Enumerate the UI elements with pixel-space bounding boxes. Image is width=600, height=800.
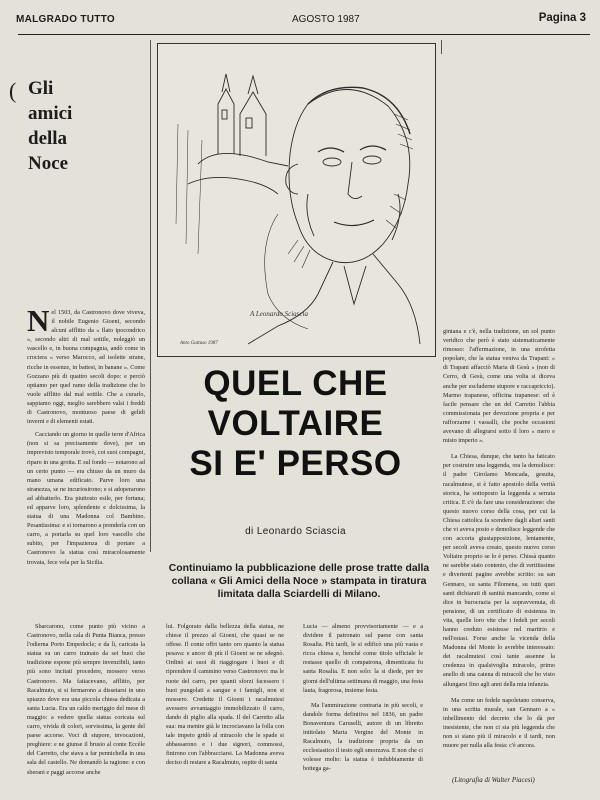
- left-column: [27, 303, 145, 566]
- byline: di Leonardo Sciascia: [245, 526, 346, 537]
- article-intro: Continuiamo la pubblicazione delle prose tratte dalla collana « Gli Amici della Noce » stampata in tiratura limitata dalla Sciardelli di Milano.: [168, 563, 430, 600]
- illustration-credit: (Litografia di Walter Piacesi): [452, 776, 535, 784]
- dedication-text: A Leonardo Sciascia: [250, 310, 308, 318]
- article-title: [157, 364, 434, 484]
- publication-name: MALGRADO TUTTO: [16, 14, 116, 25]
- paragraph: Ma l'ammirazione contraria in più secoli, e dandole forma definitiva nel 1836, un padre Bonaventura Caruselli, autore di un libretto intitolato Maria Vergine del Monte in Racalmuto, la tradizione propria da un ecclesiastico il testo egli smorzava. E non che ci volesse molto: la statua è indubbiamente di bottega ga-: [303, 701, 423, 773]
- bottom-column-1: [27, 622, 145, 798]
- column-divider-left: [150, 40, 151, 552]
- artist-signature: Anto Guttuso 1987: [180, 341, 218, 346]
- portrait-drawing: [158, 44, 435, 356]
- paragraph: giniana e c'è, nella tradizione, un sol punto veridico che però è stato sistematicamente rimosso: l'affermazione, in una strofetta popolare, che la statua veniva da Trapani: « di Trapani affacciò Maria di Gesù » (non di Cerro, di Gesù, come una volta si diceva anche per escluderne stupore e raccapriccio). Marmo trapanese, officina trapanese: ed è facile pensare che un del Carretto l'abbia commissionata per devozione propria e per rafforzarne i vassalli, che poche occasioni avevano di allegrarsi sotto il loro « mero e misto imperio ».: [443, 328, 555, 445]
- portrait-lithograph: [157, 43, 436, 357]
- drop-cap: N: [27, 303, 50, 338]
- column-mark: (: [9, 78, 17, 103]
- paragraph: lui. Folgorato dalla bellezza della statua, ne chiese il prezzo al Gioeni, che quasi se ne offese. Il conte offri tanto oro quanto la statua pesava: e ancor di più il Gioeni se ne sdegnò. Ordinò ai suoi di riaggiogare i buoi e di riprendere il cammino verso Castronovo: ma le ruote del carro, per quanti sforzi facessero i buoi pungolati a sangue e i famigli, non si mossero. Credette il Gioeni i racalmutesi avessero avvantaggio immobilizzato il carro, dando di piglio alla spada. Il del Carretto alla sua: ma mentre già le incrociavano la folla con tale impeto gridò al miracolo che le spade si abbassarono e i due signori, commossi, finirono con l'abbracciarsi. La Madonna aveva deciso di restare a Racalmuto, ospite di santa: [166, 623, 284, 767]
- title-line: SI E' PERSO: [189, 444, 402, 483]
- rubric-title: [28, 76, 72, 176]
- paragraph: Ma come un fedele napoletano conserva, in una scritta murale, san Gennaro a « inbellimento del decreto che lo dà per inesistente, che non ci sia più leggenda che non si siano più il miracolo e il tardi, non muore per nulla alla festa: c'è ancora.: [443, 696, 555, 750]
- column-divider-right: [441, 40, 442, 54]
- page-header: [10, 14, 592, 32]
- paragraph: Cacciando un giorno in quelle terre d'Africa (non si sa precisamente dove), per un imprevisto temporale trovò, coi suoi compagni, riparo in una grotta. E sul fondo — notarono ad un certo punto — era chiuso da un muro da mano umana edificato. Parve loro una stranezza, se ne incuriosirono; e si adoperarono ad abbatterlo. Era piuttosto esile, per fortuna; ed apparve loro, splendente e dolcissima, la statua di una Madonna col Bambino. Pesantissima: e si tornarono a prenderla con un carro, a portarla su quel loro vascello che subito, per l'impazienza di portare a Castronovo la statua così miracolosamente trovata, fece vela per la Sicilia.: [27, 431, 145, 566]
- paragraph: Nel 1503, da Castronovo dove viveva, il nobile Eugenio Gioeni, secondo alcuni afflitto da « flato ipocondrico », secondo altri di mal sottile, noleggiò un vascello e, in buona compagnia, andò come in crociera « verso Marocco, ad isolette strane, ricche in essenze, in battesi, in banane ». Come Gozzano più di quattro secoli dopo: e perciò optiamo per quel ramo della tradizione che lo vuole afflitto dal mal sottile. Che a curarlo, sappiamo oggi, meglio sarebbero valsi i freddi di Castronovo, montuoso paese di gelidi inverni e di elementi estati.: [27, 303, 145, 426]
- rubric-line: Noce: [28, 153, 69, 174]
- title-line: QUEL CHE: [203, 364, 388, 403]
- paragraph: La Chiesa, dunque, che tanto ha faticato per costruire una leggenda, ora la demolisce: il padre Girolamo Moncada, gesuita, racalmutese, si è fatto apostolo della verità storica, ha sottoposto la leggenda a serrata critica. E c'è da fare una considerazione: che questo nuovo corso della cosa, per cui la Chiesa cattolica fa scendere dagli altari santi che vi aveva posto e demolisce leggende che con accorta giustapposizione, lentamente, per secoli aveva creato, questo nuovo corso Voltaire proprio se lo è perso. Chissà quanto ne sarebbe stato contento, che di vertitissime e divertenti pagine avrebbe scritto: su san Gennaro, su santa Filomena, su tutti quei santi dichiarati di santità mancando, come si dice in burocrazia per la sopravvenuta, di pensione, di un certificato di esistenza in vita, quelle loro vite che i fedeli per secoli hanno creduto esistesse nel martirio e nell'estasi. Forse anche la vicenda della Madonna del Monte lo avrebbe interessato: dei racalmutesi così tante assenne la credenza in qualsivoglia miracolo, primo anello di una catena di miracoli che ho visto allungarsi fino agli anni della mia infanzia.: [443, 453, 555, 688]
- rubric-line: amici: [28, 103, 73, 124]
- title-line: VOLTAIRE: [207, 404, 384, 443]
- header-rule: [18, 34, 590, 35]
- paragraph: Lucia — almeno provvisoriamente — e a dividere il patronato sul paese con santa Rosalia. Più tardi, le si edificò una più vasta e ricca chiesa e, benché come titolo ufficiale le restasse quello di compatrona, dimenticata fu santa Rosalia. E non solo: la si diede, per tre giorni dell'ultima settimana di maggio, una festa lauta, fragorosa, insieme festa.: [303, 623, 423, 694]
- paragraph: Sbarcarono, come punto più vicino a Castronovo, nella cala di Punta Bianca, presso l'odierna Porto Empedocle; e da lì, caricata la statua su un carro trainato da sei buoi che tradizione espone più sempre invenzibili, tanto più sono incitati procedere, mossero verso Castronovo. Ma fatiacevano, afflitto, per Racalmuto, si si fermarono a dissetarsi in uno spiazzo dove era una piccola chiesa dedicata a santa Lucia. Era un caldo meriggio del mese di maggio: a vedere quella statua coricata sul carro, vivida di colori, sorvissima, la gente del paese accorse. Voci di stupore, invocazioni, preghiere: e ne giunse il brusio al conte Eccèle del Carretto, che stava a far pennichella in una sala del castello. Ne domandò la ragione: e con sberani e paggi accorse anche: [27, 623, 145, 776]
- bottom-column-3: [303, 622, 423, 798]
- page-number: Pagina 3: [538, 12, 586, 24]
- right-column: [443, 327, 555, 773]
- bottom-column-2: [166, 622, 284, 798]
- rubric-line: Gli: [28, 78, 54, 99]
- rubric-line: della: [28, 128, 68, 149]
- issue-date: AGOSTO 1987: [292, 14, 360, 25]
